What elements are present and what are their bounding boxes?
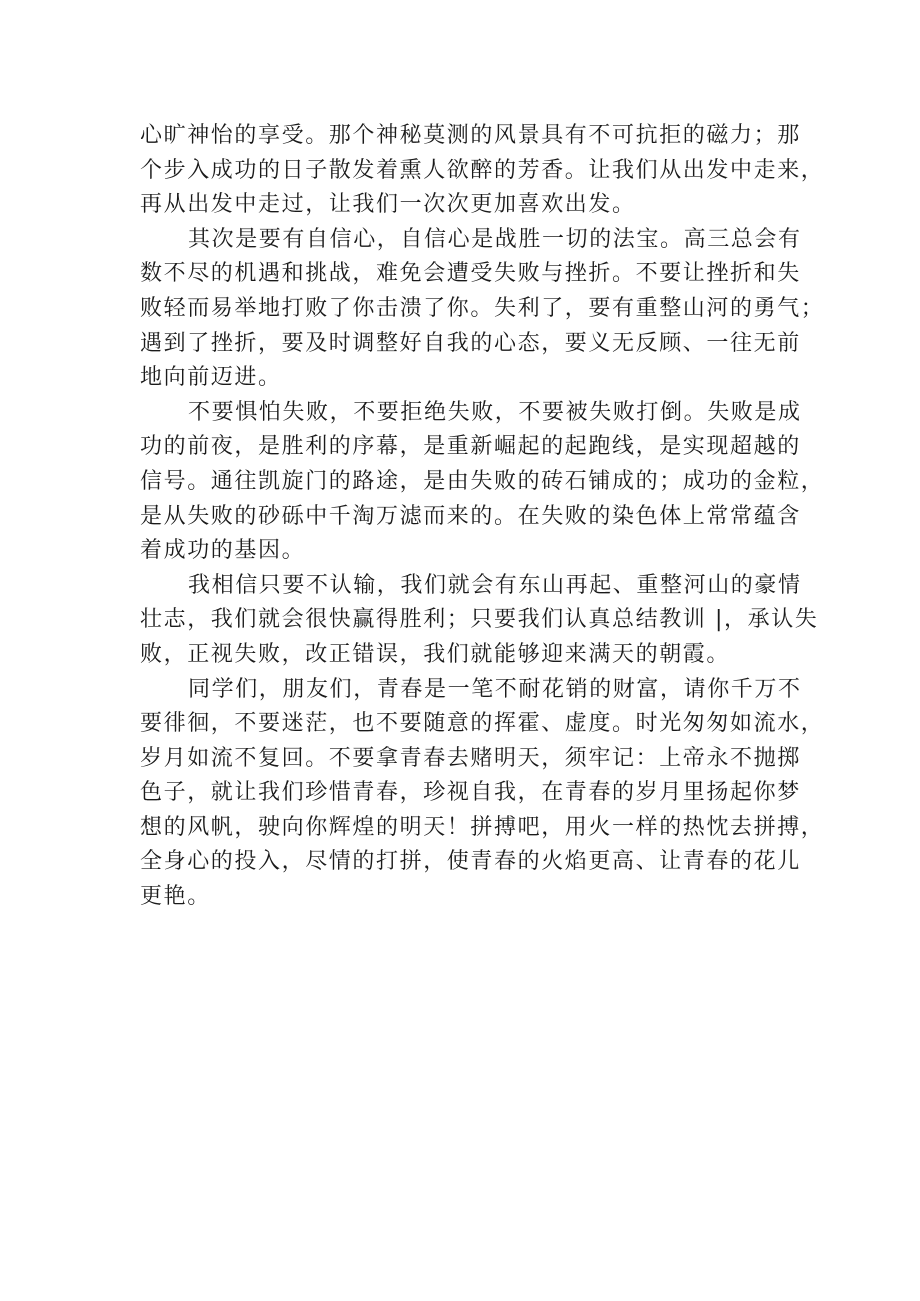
text-line: 壮志，我们就会很快赢得胜利；只要我们认真总结教训 |，承认失 [140,607,819,633]
text-line: 更艳。 [140,884,211,910]
text-line: 心旷神怡的享受。那个神秘莫测的风景具有不可抗拒的磁力；那 [140,123,801,148]
text-line: 再从出发中走过，让我们一次次更加喜欢出发。 [140,192,636,218]
document-body [140,119,825,915]
text-line: 要徘徊，不要迷茫，也不要随意的挥霍、虚度。时光匆匆如流水， [140,711,825,737]
text-line: 全身心的投入，尽情的打拼，使青春的火焰更高、让青春的花儿 [140,849,801,875]
paragraph-first-line: 不要惧怕失败，不要拒绝失败，不要被失败打倒。失败是成 [188,399,802,425]
paragraph-first-line: 同学们，朋友们，青春是一笔不耐花销的财富，请你千万不 [188,676,802,702]
text-line: 败，正视失败，改正错误，我们就能够迎来满天的朝霞。 [140,641,731,667]
text-line: 功的前夜，是胜利的序幕，是重新崛起的起跑线，是实现超越的 [140,434,801,460]
text-line: 败轻而易举地打败了你击溃了你。失利了，要有重整山河的勇气； [140,295,825,321]
text-line: 地向前迈进。 [140,365,282,391]
text-line: 个步入成功的日子散发着熏人欲醉的芳香。让我们从出发中走来， [140,157,825,183]
text-line: 是从失败的砂砾中千淘万滤而来的。在失败的染色体上常常蕴含 [140,503,801,529]
text-line: 岁月如流不复回。不要拿青春去赌明天，须牢记：上帝永不抛掷 [140,745,801,771]
text-line: 信号。通往凯旋门的路途，是由失败的砖石铺成的；成功的金粒， [140,468,825,494]
text-line: 遇到了挫折，要及时调整好自我的心态，要义无反顾、一往无前 [140,330,801,356]
paragraph-first-line: 我相信只要不认输，我们就会有东山再起、重整河山的豪情 [188,572,802,598]
text-line: 色子，就让我们珍惜青春，珍视自我，在青春的岁月里扬起你梦 [140,780,801,806]
text-line: 想的风帆，驶向你辉煌的明天！拼搏吧，用火一样的热忱去拼搏， [140,814,825,840]
paragraph-first-line: 其次是要有自信心，自信心是战胜一切的法宝。高三总会有 [188,226,802,252]
text-line: 着成功的基因。 [140,538,306,564]
text-line: 数不尽的机遇和挑战，难免会遭受失败与挫折。不要让挫折和失 [140,261,801,287]
